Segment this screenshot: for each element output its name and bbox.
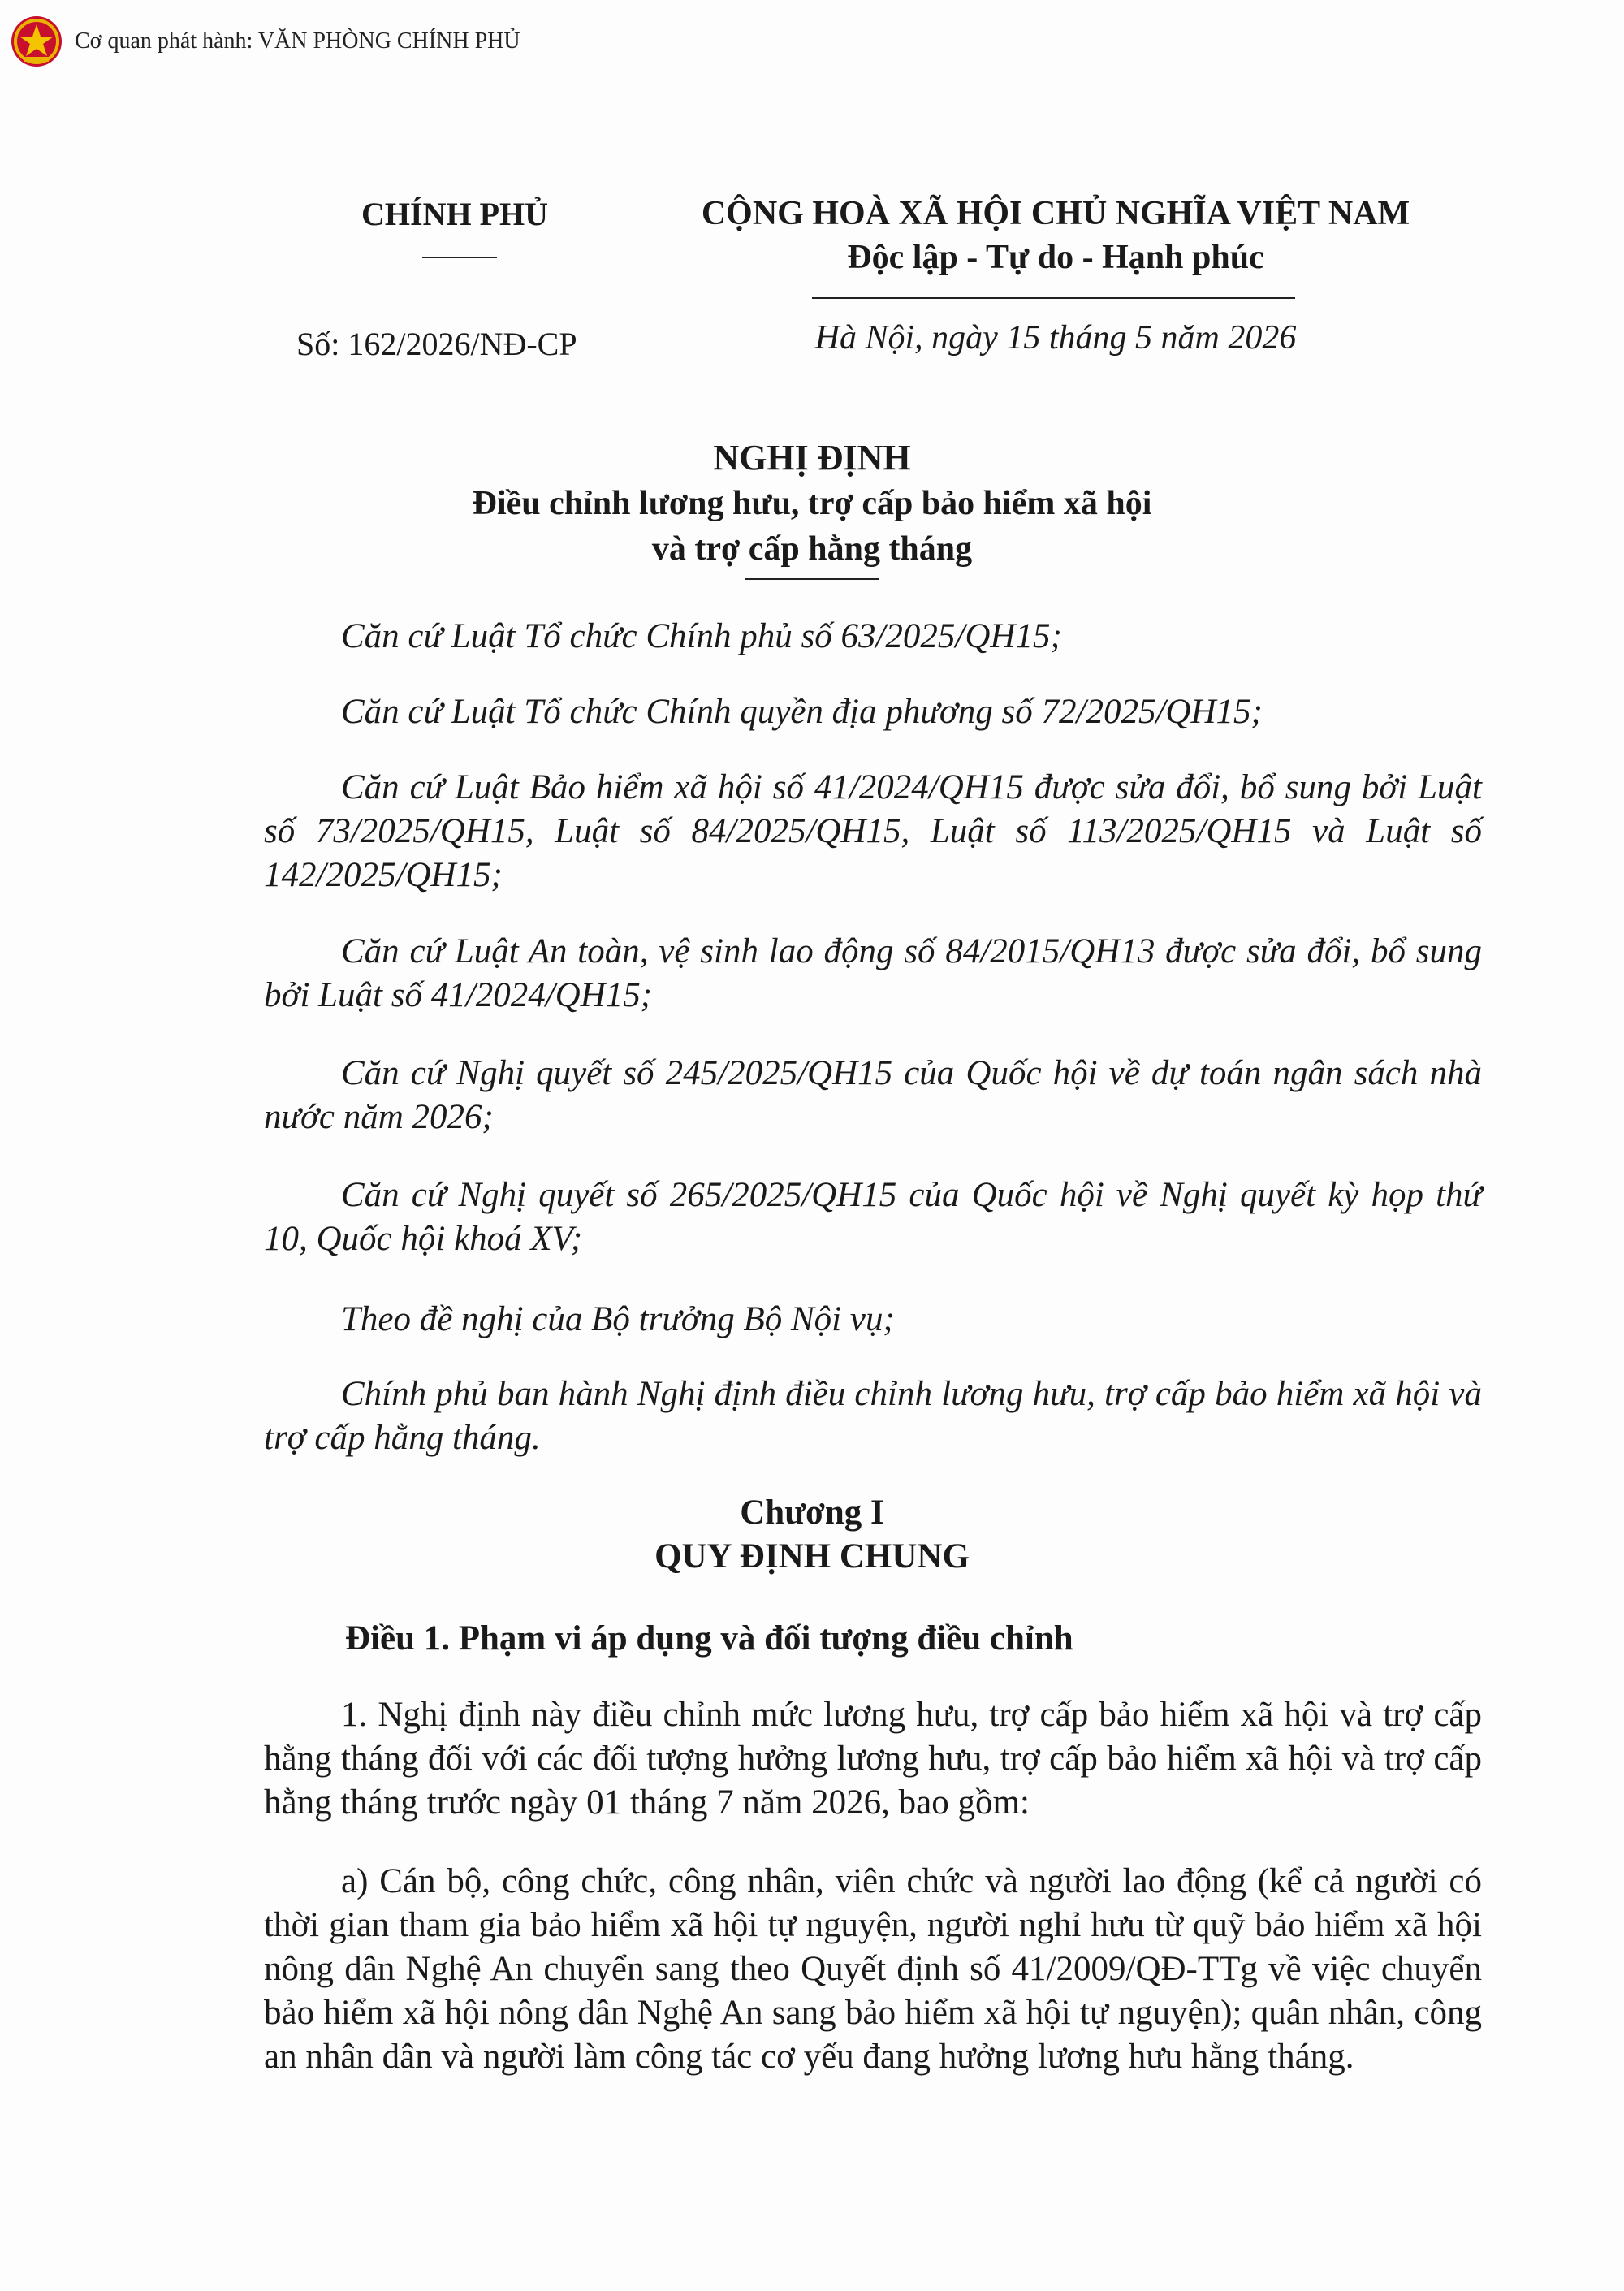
title-line-1: Điều chỉnh lương hưu, trợ cấp bảo hiểm xã hội (472, 485, 1152, 522)
national-motto: Độc lập - Tự do - Hạnh phúc (847, 239, 1264, 276)
national-header (650, 192, 1462, 279)
document-type: NGHỊ ĐỊNH (713, 438, 911, 478)
article-title: Điều 1. Phạm vi áp dụng và đối tượng điều chỉnh (345, 1619, 1073, 1658)
preamble-item: Căn cứ Nghị quyết số 265/2025/QH15 của Quốc hội về Nghị quyết kỳ họp thứ 10, Quốc hội khoá XV; (264, 1176, 1482, 1258)
point-a: a) Cán bộ, công chức, công nhân, viên chức và người lao động (kể cả người có thời gian tham gia bảo hiểm xã hội tự nguyện, người nghỉ hưu từ quỹ bảo hiểm xã hội nông dân Nghệ An chuyển sang theo Quyết định số 41/2009/QĐ-TTg về việc chuyển bảo hiểm xã hội nông dân Nghệ An sang bảo hiểm xã hội tự nguyện); quân nhân, công an nhân dân và người làm công tác cơ yếu đang hưởng lương hưu hằng tháng. (264, 1862, 1482, 2076)
title-underline (745, 578, 879, 580)
preamble-item: Theo đề nghị của Bộ trưởng Bộ Nội vụ; (341, 1300, 895, 1338)
document-title (325, 435, 1299, 572)
place-date: Hà Nội, ngày 15 tháng 5 năm 2026 (814, 319, 1297, 357)
agency-name: CHÍNH PHỦ (361, 196, 548, 232)
preamble-item: Căn cứ Luật Tổ chức Chính phủ số 63/2025/QH15; (341, 617, 1062, 655)
motto-underline (812, 297, 1295, 299)
document-number: Số: 162/2026/NĐ-CP (296, 326, 577, 362)
preamble-item: Căn cứ Luật Tổ chức Chính quyền địa phương số 72/2025/QH15; (341, 693, 1263, 731)
chapter-heading (568, 1491, 1056, 1579)
preamble-item: Căn cứ Luật Bảo hiểm xã hội số 41/2024/QH15 được sửa đổi, bổ sung bởi Luật số 73/2025/QH15, Luật số 84/2025/QH15, Luật số 113/2025/QH15 và Luật số 142/2025/QH15; (264, 768, 1482, 894)
clause-1: 1. Nghị định này điều chỉnh mức lương hưu, trợ cấp bảo hiểm xã hội và trợ cấp hằng tháng đối với các đối tượng hưởng lương hưu, trợ cấp bảo hiểm xã hội và trợ cấp hằng tháng trước ngày 01 tháng 7 năm 2026, bao gồm: (264, 1696, 1482, 1822)
issuer-bar (10, 15, 520, 68)
preamble-item: Căn cứ Nghị quyết số 245/2025/QH15 của Quốc hội về dự toán ngân sách nhà nước năm 2026; (264, 1054, 1482, 1136)
chapter-title: QUY ĐỊNH CHUNG (654, 1537, 970, 1576)
preamble-item: Căn cứ Luật An toàn, vệ sinh lao động số 84/2015/QH13 được sửa đổi, bổ sung bởi Luật số 41/2024/QH15; (264, 932, 1482, 1014)
chapter-number: Chương I (740, 1493, 884, 1532)
national-emblem-icon (10, 15, 63, 68)
country-name: CỘNG HOÀ XÃ HỘI CHỦ NGHĨA VIỆT NAM (701, 195, 1410, 232)
agency-underline (422, 257, 497, 258)
title-line-2: và trợ cấp hằng tháng (651, 530, 973, 568)
preamble-item: Chính phủ ban hành Nghị định điều chỉnh lương hưu, trợ cấp bảo hiểm xã hội và trợ cấp hằng tháng. (264, 1375, 1482, 1457)
issuer-label: Cơ quan phát hành: VĂN PHÒNG CHÍNH PHỦ (75, 28, 520, 54)
